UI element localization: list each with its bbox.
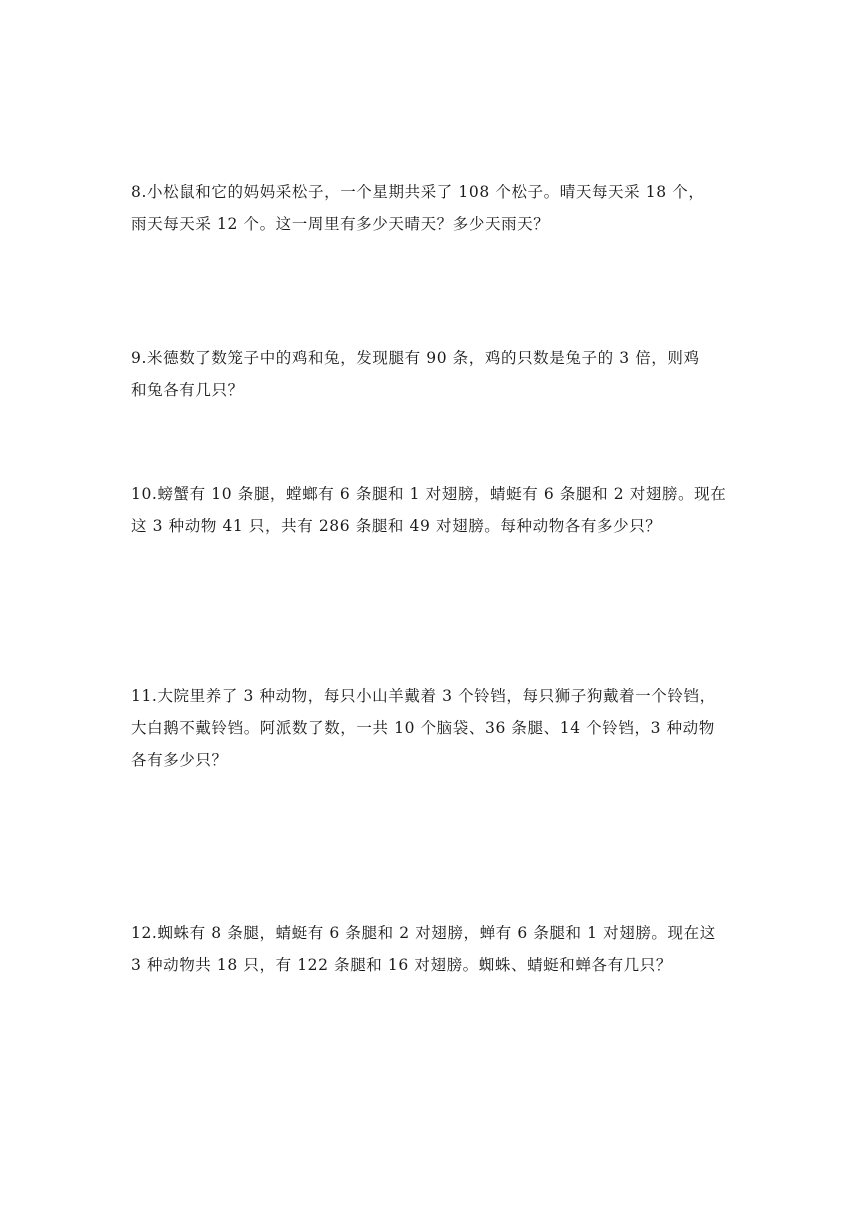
problem-10-number: 10.	[131, 485, 158, 503]
problem-9-line-2: 和兔各有几只？	[131, 381, 244, 399]
problem-9-number: 9.	[131, 349, 147, 367]
problem-11-text-1: 大院里养了 3 种动物，每只小山羊戴着 3 个铃铛，每只狮子狗戴着一个铃铛，	[157, 687, 716, 705]
problem-8-line-2: 雨天每天采 12 个。这一周里有多少天晴天？多少天雨天？	[131, 215, 550, 233]
problem-11-line-2: 大白鹅不戴铃铛。阿派数了数，一共 10 个脑袋、36 条腿、14 个铃铛，3 种动物	[131, 719, 715, 737]
problem-10-line-2: 这 3 种动物 41 只，共有 286 条腿和 49 对翅膀。每种动物各有多少只？	[131, 517, 662, 535]
problem-12	[131, 917, 731, 981]
problem-11-line-3: 各有多少只？	[131, 751, 228, 769]
problem-8-text-1: 小松鼠和它的妈妈采松子，一个星期共采了 108 个松子。晴天每天采 18 个，	[147, 183, 705, 201]
problem-11-number: 11.	[131, 687, 158, 705]
problem-12-line-1	[131, 917, 731, 949]
problem-12-line-2: 3 种动物共 18 只，有 122 条腿和 16 对翅膀。蜘蛛、蜻蜓和蝉各有几只？	[131, 956, 672, 974]
problem-8-line-1	[131, 176, 731, 208]
problem-10-text-1: 螃蟹有 10 条腿，螳螂有 6 条腿和 1 对翅膀，蜻蜓有 6 条腿和 2 对翅膀。现在	[157, 485, 727, 503]
problem-11-line-1	[131, 680, 731, 712]
problem-12-number: 12.	[131, 924, 158, 942]
problem-10	[131, 478, 731, 542]
problem-12-text-1: 蜘蛛有 8 条腿，蜻蜓有 6 条腿和 2 对翅膀，蝉有 6 条腿和 1 对翅膀。现在这	[157, 924, 716, 942]
problem-8	[131, 176, 731, 240]
problem-10-line-1	[131, 478, 731, 510]
problem-9-text-1: 米德数了数笼子中的鸡和兔，发现腿有 90 条，鸡的只数是兔子的 3 倍，则鸡	[147, 349, 700, 367]
problem-11	[131, 680, 731, 776]
problem-9-line-1	[131, 342, 731, 374]
problem-9	[131, 342, 731, 406]
problem-8-number: 8.	[131, 183, 147, 201]
